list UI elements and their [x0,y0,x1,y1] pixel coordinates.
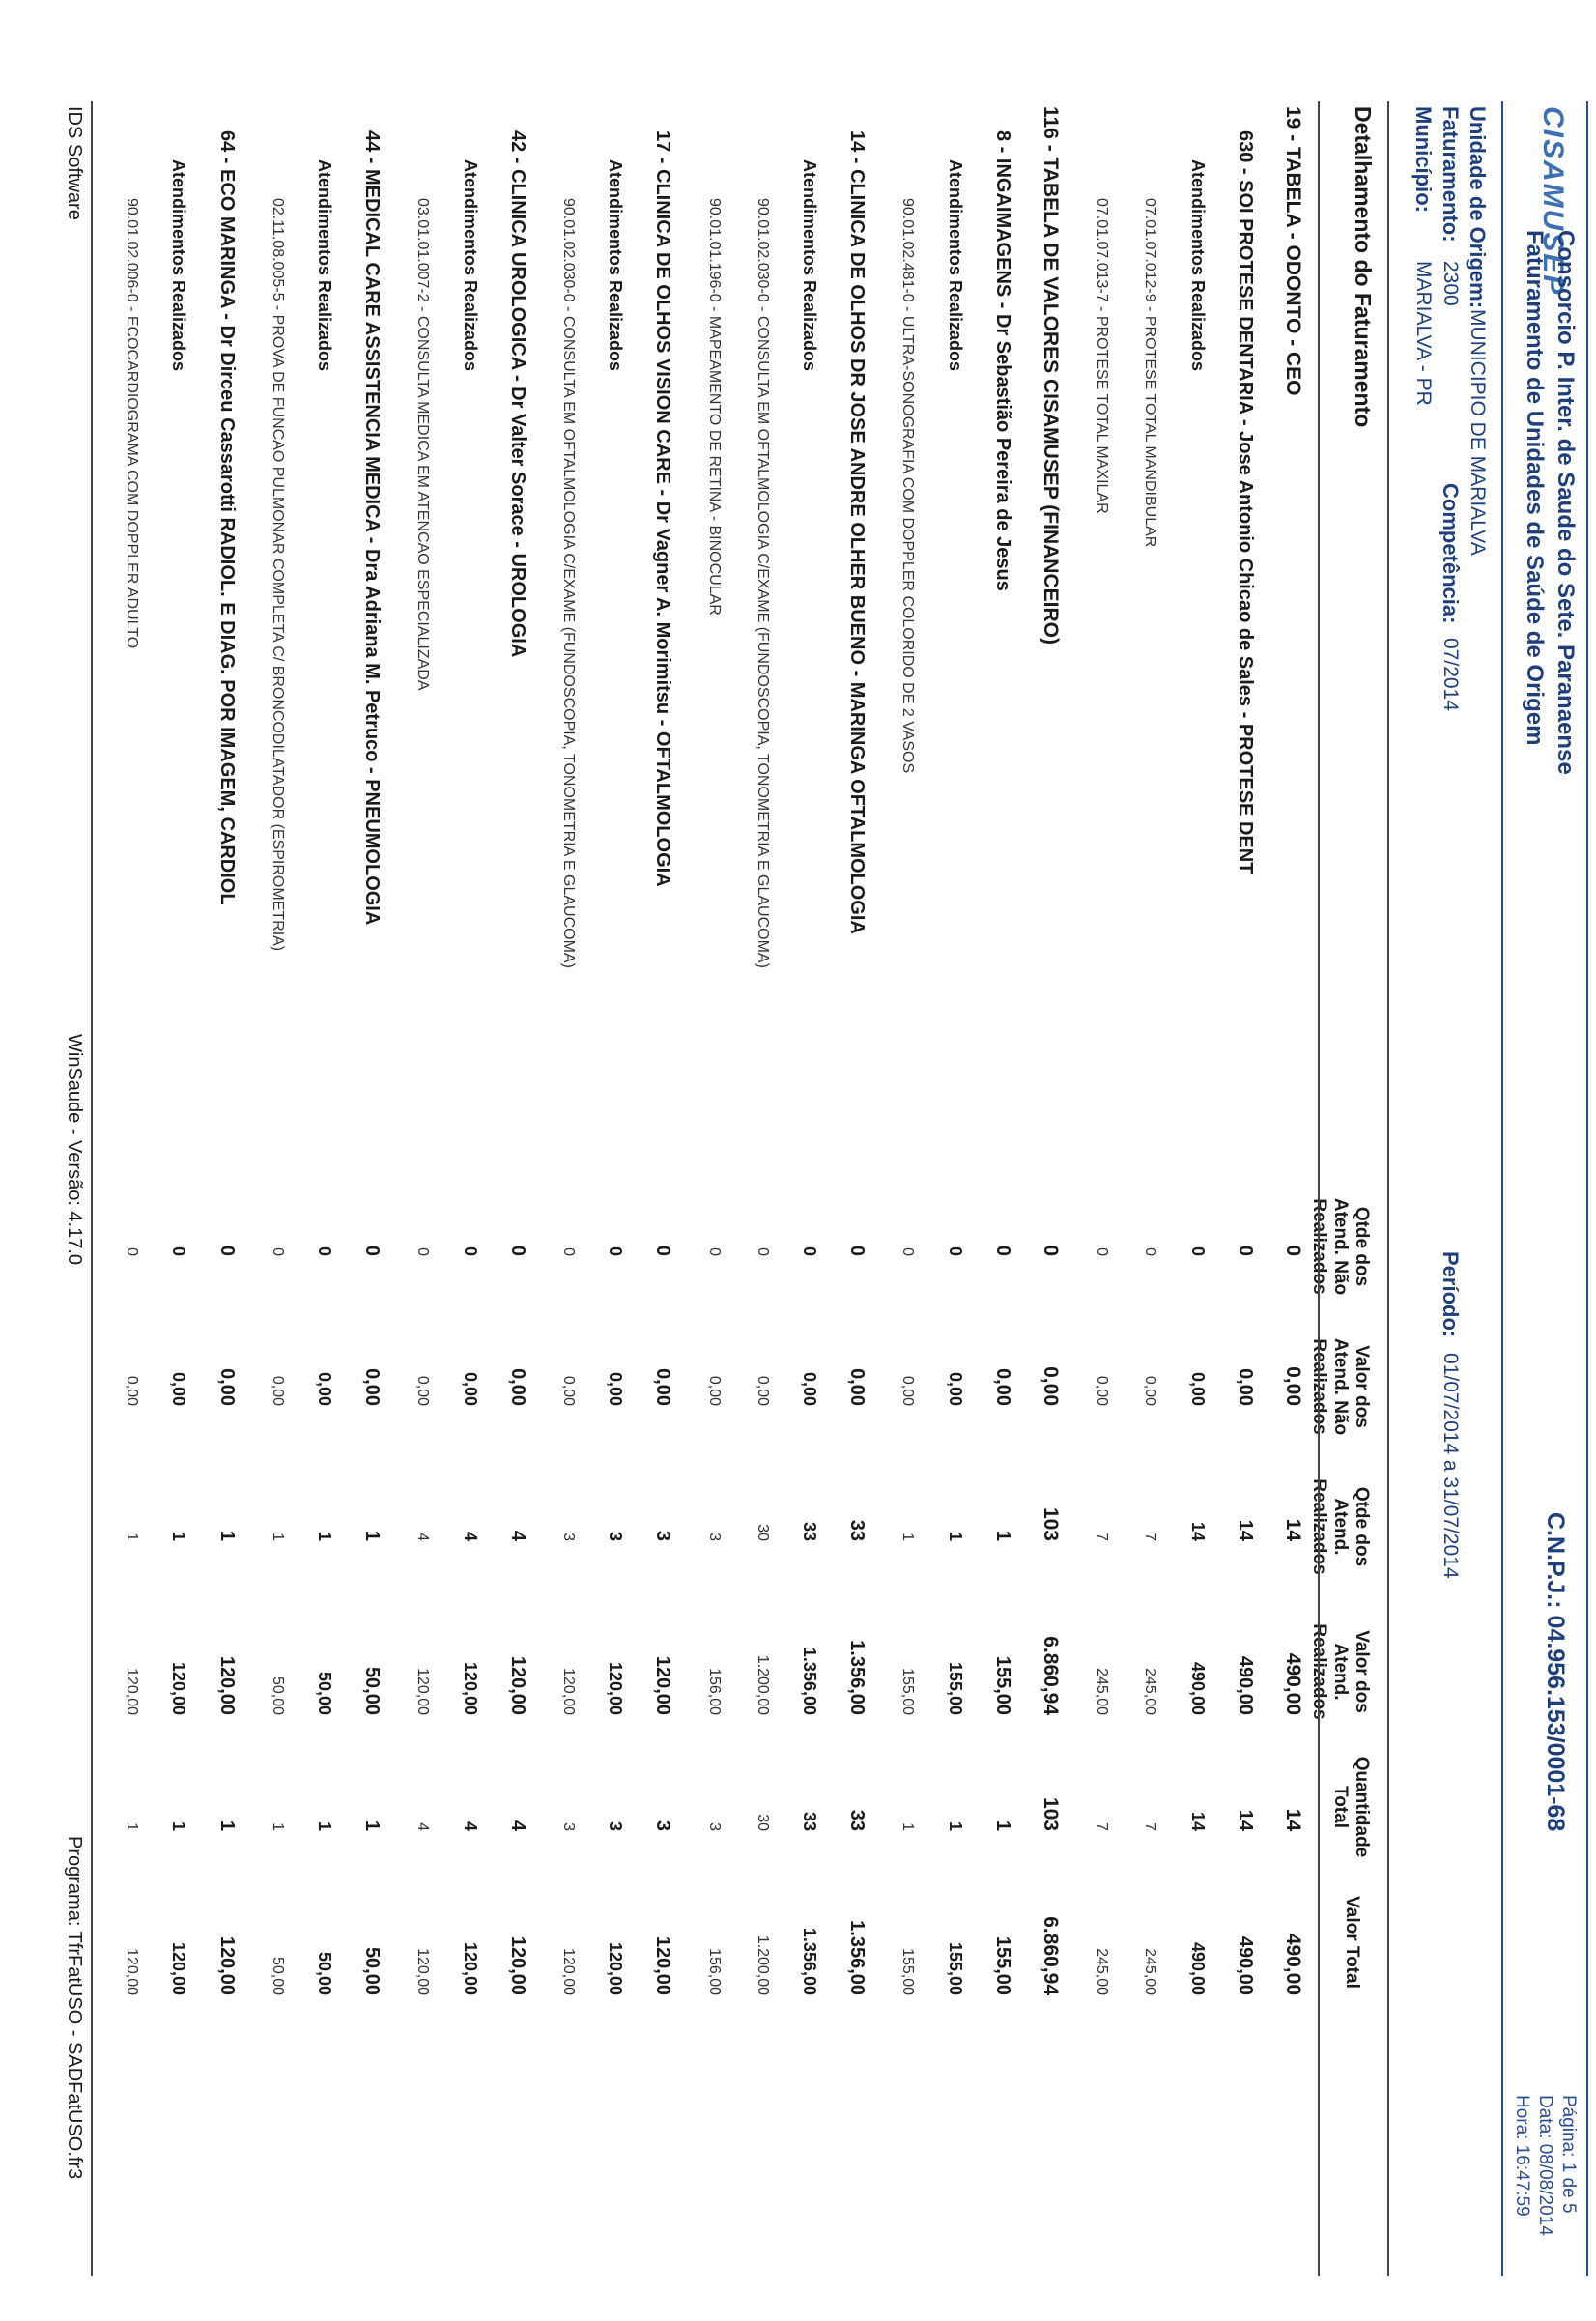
cell-qtde-nao-realizados: 0 [315,1246,334,1256]
cell-valor-total: 1.356,00 [800,1927,819,1995]
cell-valor-realizados: 120,00 [215,1655,238,1715]
cell-quantidade-total: 33 [800,1811,819,1831]
table-row [354,0,383,2321]
periodo-label: Período: [1439,1251,1463,1338]
cell-qtde-nao-realizados: 0 [460,1246,480,1256]
cell-valor-total: 120,00 [414,1948,432,1995]
cell-valor-realizados: 120,00 [560,1668,577,1715]
table-row [1275,0,1304,2321]
cell-quantidade-total: 14 [1282,1808,1304,1831]
cell-quantidade-total: 1 [169,1820,189,1831]
table-row [257,0,286,2321]
cell-qtde-realizados: 14 [1187,1521,1208,1541]
table-row [694,0,723,2321]
table-row [1129,0,1158,2321]
table-row [1227,0,1256,2321]
cell-valor-nao-realizados: 0,00 [705,1375,723,1406]
municipio-value: MARIALVA - PR [1412,261,1435,406]
row-label: 03.01.01.007-2 - CONSULTA MEDICA EM ATENCAO ESPECIALIZADA [414,198,432,691]
cell-valor-nao-realizados: 0,00 [460,1371,480,1406]
cell-valor-nao-realizados: 0,00 [1040,1366,1062,1406]
cell-quantidade-total: 7 [1142,1822,1159,1831]
cell-qtde-nao-realizados: 0 [1094,1247,1111,1256]
cell-qtde-realizados: 14 [1282,1518,1304,1541]
section-title: Detalhamento do Faturamento [1351,106,1376,428]
cell-quantidade-total: 4 [506,1820,528,1831]
cell-valor-nao-realizados: 0,00 [269,1375,286,1406]
table-row [111,0,140,2321]
unidade-value: MUNICIPIO DE MARIALVA [1467,309,1489,556]
table-row [1179,0,1208,2321]
cell-valor-realizados: 490,00 [1234,1655,1256,1715]
cell-qtde-nao-realizados: 0 [899,1247,917,1256]
cell-quantidade-total: 4 [460,1820,480,1831]
row-label: 64 - ECO MARINGA - Dr Dirceu Cassarotti RADIOL. E DIAG. POR IMAGEM, CARDIOL [215,130,238,905]
cell-valor-realizados: 120,00 [169,1661,189,1715]
col-valor-nao-realizados: Valor dos Atend. Não Realizados [1309,1337,1372,1436]
cell-valor-nao-realizados: 0,00 [846,1368,869,1406]
table-row [159,0,188,2321]
cell-qtde-nao-realizados: 0 [1142,1247,1159,1256]
header-rule [1501,101,1503,2276]
cell-qtde-nao-realizados: 0 [269,1247,286,1256]
faturamento-label: Faturamento: [1439,106,1463,243]
cell-qtde-nao-realizados: 0 [414,1247,432,1256]
cell-quantidade-total: 3 [705,1822,723,1831]
row-label: 44 - MEDICAL CARE ASSISTENCIA MEDICA - Dra Adriana M. Petruco - PNEUMOLOGIA [361,130,384,926]
row-label: 8 - INGAIMAGENS - Dr Sebastião Pereira de Jesus [991,130,1013,591]
row-label: 07.01.07.013-7 - PROTESE TOTAL MAXILAR [1094,198,1111,514]
table-row [305,0,334,2321]
footer-version: WinSaude - Versão: 4.17.0 [64,1034,85,1266]
table-row [548,0,577,2321]
row-label: 630 - SOI PROTESE DENTARIA - Jose Antonio Chicao de Sales - PROTESE DENT [1234,130,1256,874]
cell-qtde-nao-realizados: 0 [705,1247,723,1256]
cell-qtde-realizados: 4 [414,1533,432,1541]
cell-valor-nao-realizados: 0,00 [1234,1368,1256,1406]
cell-valor-total: 120,00 [169,1941,189,1995]
cell-qtde-nao-realizados: 0 [945,1246,965,1256]
page-number: Página: 1 de 5 [1558,2095,1579,2214]
row-label: Atendimentos Realizados [800,159,819,372]
cell-valor-nao-realizados: 0,00 [361,1368,384,1406]
cell-qtde-realizados: 1 [899,1533,917,1541]
cell-valor-nao-realizados: 0,00 [315,1371,334,1406]
cell-quantidade-total: 1 [991,1820,1013,1831]
cell-valor-realizados: 490,00 [1282,1652,1304,1715]
cell-qtde-nao-realizados: 0 [1187,1246,1208,1256]
cell-valor-total: 1.200,00 [754,1934,771,1995]
cell-valor-total: 50,00 [269,1956,286,1995]
cell-qtde-realizados: 3 [705,1533,723,1541]
cell-qtde-realizados: 1 [315,1531,334,1541]
cell-quantidade-total: 30 [754,1814,771,1831]
cell-valor-nao-realizados: 0,00 [1142,1375,1159,1406]
row-label: 90.01.02.481-0 - ULTRA-SONOGRAFIA COM DOPPLER COLORIDO DE 2 VASOS [899,198,917,774]
cell-quantidade-total: 14 [1234,1809,1256,1831]
col-qtde-nao-realizados: Qtde dos Atend. Não Realizados [1309,1197,1372,1296]
cell-valor-nao-realizados: 0,00 [1187,1371,1208,1406]
table-row [984,0,1013,2321]
cell-valor-realizados: 1.356,00 [800,1647,819,1715]
cell-valor-realizados: 490,00 [1187,1661,1208,1715]
row-label: 02.11.08.005-5 - PROVA DE FUNCAO PULMONAR COMPLETA C/ BRONCODILATADOR (ESPIROMETRIA) [269,198,286,952]
table-row [596,0,625,2321]
cell-qtde-realizados: 3 [606,1531,626,1541]
cell-valor-realizados: 50,00 [315,1671,334,1715]
municipio-label: Município: [1411,106,1436,213]
cell-valor-nao-realizados: 0,00 [560,1375,577,1406]
cell-valor-total: 50,00 [315,1951,334,1995]
cell-qtde-nao-realizados: 0 [1282,1245,1304,1256]
cell-qtde-nao-realizados: 0 [1234,1245,1256,1256]
cell-qtde-nao-realizados: 0 [846,1245,869,1256]
cell-valor-nao-realizados: 0,00 [754,1375,771,1406]
row-label: 07.01.07.012-9 - PROTESE TOTAL MANDIBULAR [1142,198,1159,548]
cell-quantidade-total: 33 [846,1809,869,1831]
cell-qtde-nao-realizados: 0 [361,1245,384,1256]
cell-valor-total: 120,00 [124,1948,141,1995]
cell-valor-total: 120,00 [652,1935,674,1995]
cell-valor-total: 120,00 [460,1941,480,1995]
table-row [209,0,238,2321]
cell-qtde-realizados: 14 [1234,1519,1256,1541]
footer-software: IDS Software [64,106,85,220]
row-label: Atendimentos Realizados [945,159,965,372]
unidade-label: Unidade de Origem: [1466,106,1490,309]
cell-valor-total: 155,00 [899,1948,917,1995]
cell-quantidade-total: 1 [269,1822,286,1831]
cell-valor-realizados: 120,00 [652,1655,674,1715]
cell-valor-realizados: 245,00 [1142,1668,1159,1715]
row-label: Atendimentos Realizados [606,159,626,372]
cell-valor-nao-realizados: 0,00 [800,1371,819,1406]
cell-valor-total: 490,00 [1234,1935,1256,1995]
col-valor-total: Valor Total [1342,1896,1362,1989]
cell-valor-total: 490,00 [1187,1941,1208,1995]
cell-valor-total: 155,00 [945,1941,965,1995]
cell-quantidade-total: 103 [1040,1796,1062,1831]
cell-qtde-realizados: 3 [652,1530,674,1541]
row-label: 90.01.01.196-0 - MAPEAMENTO DE RETINA - BINOCULAR [705,198,723,616]
section-rule-top [1387,101,1389,2276]
cell-qtde-nao-realizados: 0 [652,1245,674,1256]
cell-valor-realizados: 120,00 [124,1668,141,1715]
cell-qtde-realizados: 3 [560,1533,577,1541]
cell-valor-total: 245,00 [1094,1948,1111,1995]
cell-valor-nao-realizados: 0,00 [899,1375,917,1406]
table-row [1033,0,1062,2321]
cell-valor-total: 6.860,94 [1040,1916,1062,1995]
cell-valor-nao-realizados: 0,00 [1282,1366,1304,1406]
footer-rule [91,101,93,2276]
cell-valor-nao-realizados: 0,00 [414,1375,432,1406]
cell-quantidade-total: 4 [414,1822,432,1831]
footer-program: Programa: TfrFatUSO - SADFatUSO.fr3 [64,1836,85,2180]
cell-valor-nao-realizados: 0,00 [124,1375,141,1406]
cell-qtde-nao-realizados: 0 [991,1245,1013,1256]
periodo-value: 01/07/2014 a 31/07/2014 [1439,1353,1462,1579]
cell-qtde-realizados: 1 [991,1530,1013,1541]
report-date: Data: 08/08/2014 [1535,2095,1555,2236]
cell-qtde-nao-realizados: 0 [124,1247,141,1256]
table-row [451,0,480,2321]
cell-qtde-nao-realizados: 0 [169,1246,189,1256]
cell-valor-total: 120,00 [215,1935,238,1995]
cell-valor-nao-realizados: 0,00 [991,1368,1013,1406]
cell-qtde-nao-realizados: 0 [1040,1245,1062,1256]
cell-qtde-realizados: 1 [269,1533,286,1541]
cell-qtde-realizados: 1 [361,1530,384,1541]
cell-valor-total: 120,00 [560,1948,577,1995]
table-row [936,0,965,2321]
top-rule [1586,101,1588,2276]
cell-valor-total: 490,00 [1282,1933,1304,1995]
cell-quantidade-total: 3 [560,1822,577,1831]
cell-quantidade-total: 1 [124,1822,141,1831]
row-label: 17 - CLINICA DE OLHOS VISION CARE - Dr Vagner A. Morimitsu - OFTALMOLOGIA [652,130,674,887]
row-label: Atendimentos Realizados [169,159,189,372]
cell-qtde-realizados: 33 [800,1521,819,1541]
cell-qtde-realizados: 30 [754,1524,771,1541]
cell-qtde-realizados: 7 [1094,1533,1111,1541]
cell-valor-total: 156,00 [705,1948,723,1995]
section-rule-bottom [1318,101,1320,2276]
competencia-label: Competência: [1439,483,1463,624]
cell-qtde-realizados: 1 [945,1531,965,1541]
cell-valor-realizados: 156,00 [705,1668,723,1715]
row-label: 116 - TABELA DE VALORES CISAMUSEP (FINANCEIRO) [1040,106,1062,645]
cell-quantidade-total: 14 [1187,1811,1208,1831]
cell-valor-total: 120,00 [506,1935,528,1995]
cell-quantidade-total: 3 [606,1820,626,1831]
row-label: 90.01.02.030-0 - CONSULTA EM OFTALMOLOGIA C/EXAME (FUNDOSCOPIA, TONOMETRIA E GLAUCOMA) [754,198,771,968]
cell-valor-realizados: 120,00 [506,1655,528,1715]
cell-quantidade-total: 1 [945,1820,965,1831]
organization-name: Consorcio P. Inter. de Saude do Sete. Paranaense [1553,230,1579,775]
cell-qtde-nao-realizados: 0 [754,1247,771,1256]
cisamusep-logo: CISAMUSEP [1537,106,1569,297]
row-label: Atendimentos Realizados [315,159,334,372]
table-row [1081,0,1110,2321]
cell-valor-realizados: 155,00 [991,1655,1013,1715]
cell-valor-nao-realizados: 0,00 [945,1371,965,1406]
cell-valor-total: 245,00 [1142,1948,1159,1995]
cell-qtde-realizados: 1 [124,1533,141,1541]
cell-valor-realizados: 50,00 [361,1666,384,1715]
table-row [644,0,673,2321]
cell-quantidade-total: 1 [315,1820,334,1831]
cell-quantidade-total: 1 [361,1820,384,1831]
cell-qtde-nao-realizados: 0 [215,1245,238,1256]
table-row [499,0,528,2321]
table-row [402,0,431,2321]
row-label: 90.01.02.006-0 - ECOCARDIOGRAMA COM DOPPLER ADULTO [124,198,141,649]
cell-valor-nao-realizados: 0,00 [1094,1375,1111,1406]
cell-valor-realizados: 1.356,00 [846,1640,869,1715]
cell-valor-realizados: 120,00 [460,1661,480,1715]
cell-valor-nao-realizados: 0,00 [652,1368,674,1406]
cell-qtde-nao-realizados: 0 [800,1246,819,1256]
cell-valor-total: 120,00 [606,1941,626,1995]
cell-quantidade-total: 1 [215,1820,238,1831]
col-valor-realizados: Valor dos Atend. Realizados [1309,1623,1372,1720]
cell-qtde-realizados: 33 [846,1519,869,1541]
cell-quantidade-total: 1 [899,1822,917,1831]
cell-quantidade-total: 3 [652,1820,674,1831]
cell-valor-realizados: 155,00 [899,1668,917,1715]
cell-valor-nao-realizados: 0,00 [606,1371,626,1406]
cell-valor-realizados: 120,00 [606,1661,626,1715]
table-row [839,0,868,2321]
row-label: 42 - CLINICA UROLOGICA - Dr Valter Sorace - UROLOGIA [506,130,528,658]
cell-valor-nao-realizados: 0,00 [506,1368,528,1406]
cell-qtde-realizados: 7 [1142,1533,1159,1541]
faturamento-value: 2300 [1439,261,1462,306]
cnpj: C.N.P.J.: 04.956.153/0001-68 [1542,1512,1569,1832]
cell-quantidade-total: 7 [1094,1822,1111,1831]
cell-valor-realizados: 155,00 [945,1661,965,1715]
competencia-value: 07/2014 [1439,638,1462,711]
cell-qtde-realizados: 1 [169,1531,189,1541]
cell-valor-nao-realizados: 0,00 [215,1368,238,1406]
cell-valor-nao-realizados: 0,00 [169,1371,189,1406]
table-row [742,0,771,2321]
cell-qtde-nao-realizados: 0 [606,1246,626,1256]
row-label: 90.01.02.030-0 - CONSULTA EM OFTALMOLOGIA C/EXAME (FUNDOSCOPIA, TONOMETRIA E GLAUCOMA) [560,198,577,968]
cell-valor-realizados: 6.860,94 [1040,1636,1062,1715]
row-label: Atendimentos Realizados [460,159,480,372]
cell-valor-total: 1.356,00 [846,1920,869,1995]
cell-valor-realizados: 245,00 [1094,1668,1111,1715]
cell-valor-total: 50,00 [361,1946,384,1995]
table-row [790,0,819,2321]
report-title: Faturamento de Unidades de Saúde de Origem [1522,230,1548,746]
cell-qtde-nao-realizados: 0 [506,1245,528,1256]
row-label: 14 - CLINICA DE OLHOS DR JOSE ANDRE OLHER BUENO - MARINGA OFTALMOLOGIA [846,130,869,934]
cell-valor-realizados: 50,00 [269,1676,286,1715]
cell-qtde-realizados: 4 [460,1531,480,1541]
cell-qtde-realizados: 1 [215,1530,238,1541]
cell-qtde-realizados: 103 [1040,1506,1062,1541]
cell-qtde-nao-realizados: 0 [560,1247,577,1256]
report-time: Hora: 16:47:59 [1512,2095,1532,2217]
col-quantidade-total: Quantidade Total [1330,1756,1372,1858]
cell-valor-total: 155,00 [991,1935,1013,1995]
table-row [887,0,916,2321]
cell-valor-realizados: 1.200,00 [754,1654,771,1715]
row-label: Atendimentos Realizados [1187,159,1208,372]
row-label: 19 - TABELA - ODONTO - CEO [1282,106,1304,396]
cell-qtde-realizados: 4 [506,1530,528,1541]
cell-valor-realizados: 120,00 [414,1668,432,1715]
col-qtde-realizados: Qtde dos Atend. Realizados [1309,1478,1372,1575]
